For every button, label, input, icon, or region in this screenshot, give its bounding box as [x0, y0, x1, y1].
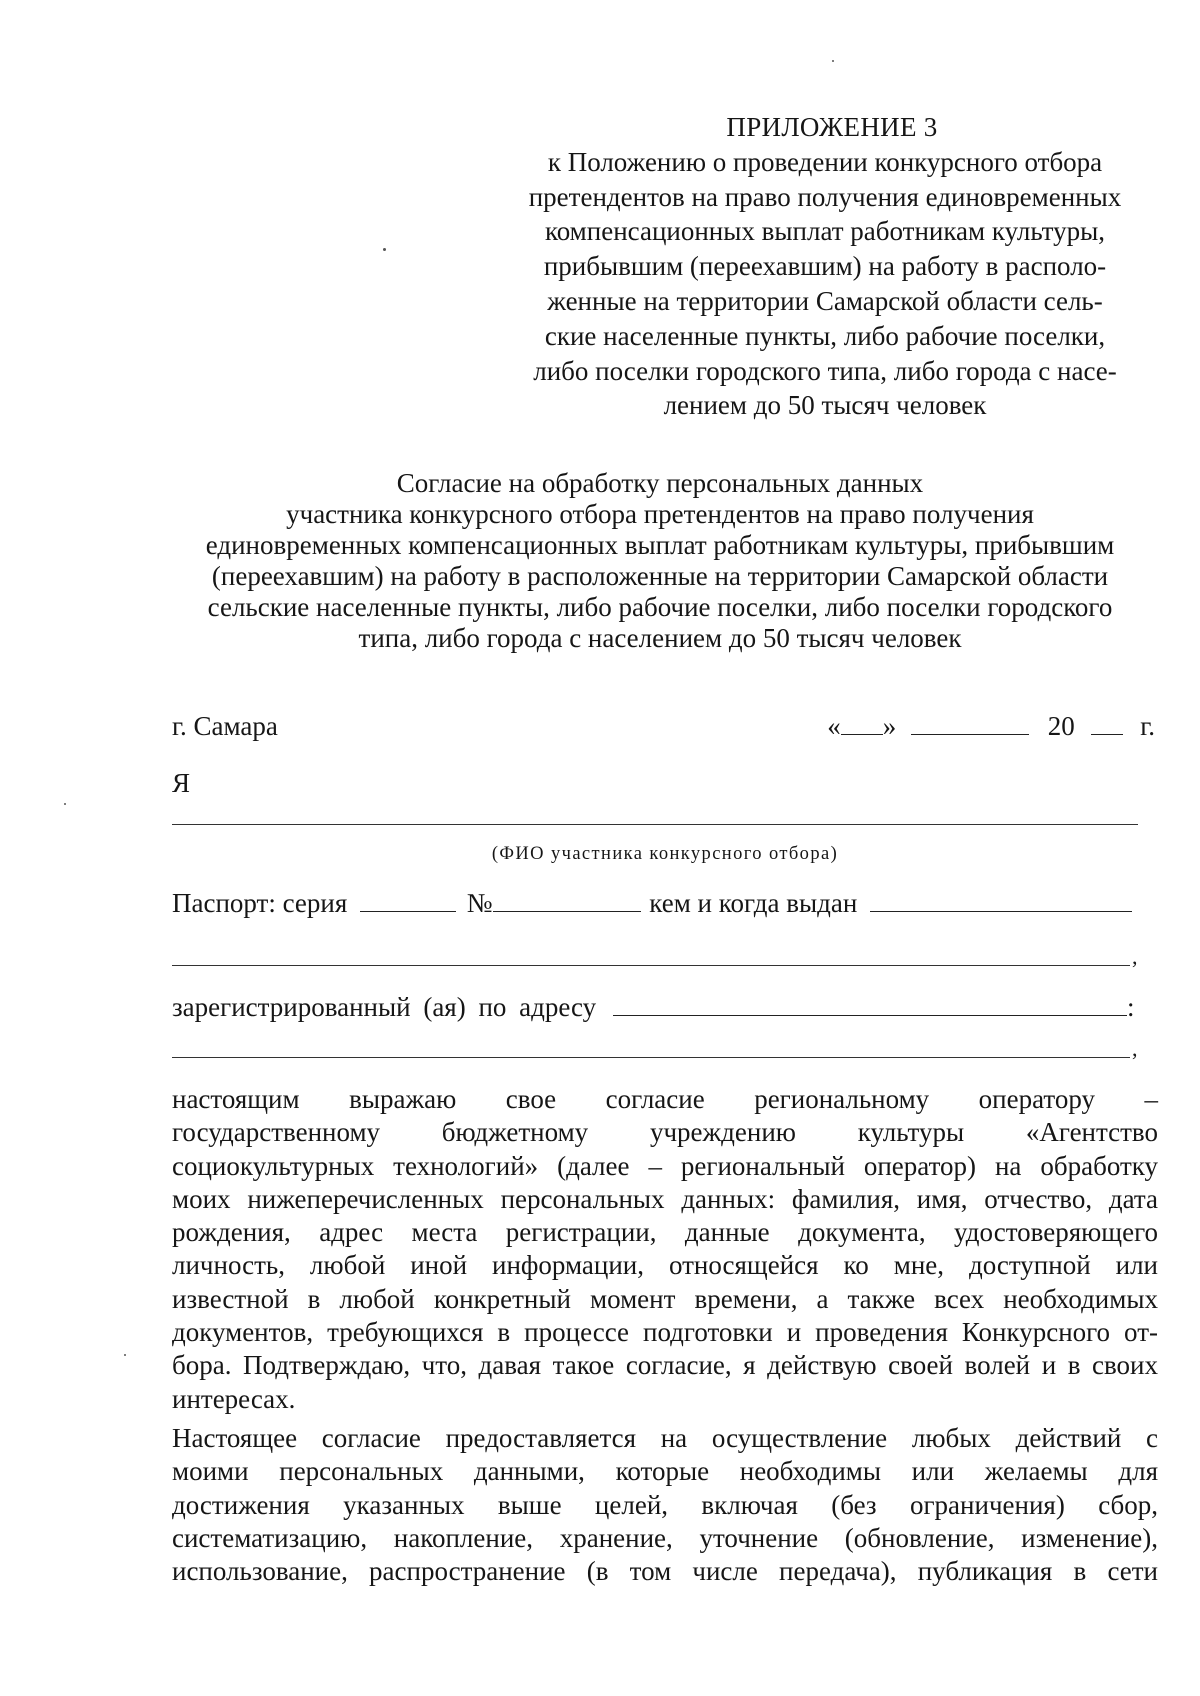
- passport-series-label: Паспорт: серия: [172, 888, 348, 918]
- registration-address-blank[interactable]: [613, 993, 1127, 1016]
- passport-line-comma: ,: [1132, 944, 1138, 969]
- actions-paragraph-lines-line: использование, распространение (в том числе передача), публикация в сети: [172, 1556, 1158, 1587]
- appendix-lines-line: к Положению о проведении конкурсного отбора: [547, 146, 1103, 177]
- month-blank[interactable]: [911, 712, 1029, 735]
- actions-paragraph: [172, 1422, 1158, 1588]
- appendix-text: [500, 145, 1150, 423]
- appendix-lines-line: ские населенные пункты, либо рабочие поселки,: [544, 320, 1106, 351]
- passport-series-blank[interactable]: [360, 889, 456, 912]
- appendix-lines-line: компенсационных выплат работникам культуры,: [544, 216, 1106, 247]
- consent-paragraph-lines-line: известной в любой конкретный момент времени, а также всех необходимых: [172, 1283, 1158, 1314]
- appendix-lines-line: женные на территории Самарской области сель-: [547, 285, 1103, 316]
- actions-paragraph-lines-line: Настоящее согласие предоставляется на осуществление любых действий с: [172, 1423, 1158, 1453]
- scan-speck: [832, 60, 834, 62]
- appendix-lines-line: претендентов на право получения единовременных: [528, 181, 1122, 212]
- passport-line: [172, 888, 1132, 919]
- document-title-lines-line: единовременных компенсационных выплат работникам культуры, прибывшим: [205, 530, 1115, 560]
- passport-number-blank[interactable]: [493, 889, 641, 912]
- consent-paragraph-lines-line: настоящим выражаю свое согласие региональному оператору –: [172, 1084, 1158, 1114]
- document-title: [160, 468, 1160, 654]
- day-blank[interactable]: [841, 712, 883, 735]
- actions-paragraph-lines-line: систематизацию, накопление, хранение, уточнение (обновление, изменение),: [172, 1522, 1158, 1553]
- date-close-quote: »: [882, 711, 897, 741]
- consent-paragraph-lines-line: социокультурных технологий» (далее – региональный оператор) на обработку: [172, 1150, 1158, 1181]
- year-prefix: 20: [1047, 711, 1075, 741]
- address-continuation-line[interactable]: [172, 1057, 1130, 1058]
- consent-paragraph-lines-line: моих нижеперечисленных персональных данных: фамилия, имя, отчество, дата: [172, 1183, 1158, 1214]
- year-suffix: г.: [1140, 711, 1155, 741]
- document-title-lines-line: участника конкурсного отбора претендентов на право получения: [286, 499, 1034, 529]
- consent-paragraph-lines-line: государственному бюджетному учреждению культуры «Агентство: [172, 1117, 1158, 1148]
- scan-speck: [64, 803, 66, 805]
- actions-paragraph-lines-line: моими персональных данными, которые необходимы или желаемы для: [172, 1456, 1158, 1487]
- appendix-lines-line: прибывшим (переехавшим) на работу в располо-: [543, 251, 1107, 282]
- actions-paragraph-lines-line: достижения указанных выше целей, включая (без ограничения) сбор,: [172, 1489, 1158, 1520]
- fio-blank-line[interactable]: [172, 824, 1138, 825]
- consent-paragraph-lines-line: личность, любой иной информации, относящейся ко мне, доступной или: [172, 1250, 1158, 1281]
- appendix-title: ПРИЛОЖЕНИЕ 3: [726, 112, 938, 142]
- year-blank[interactable]: [1091, 712, 1123, 735]
- appendix-lines-line: лением до 50 тысяч человек: [663, 390, 987, 421]
- appendix-block: [500, 110, 1150, 423]
- consent-paragraph: [172, 1083, 1158, 1416]
- city-label: г. Самара: [172, 711, 278, 741]
- scan-speck: [124, 1354, 126, 1356]
- document-title-lines-line: (переехавшим) на работу в расположенные на территории Самарской области: [211, 561, 1109, 591]
- consent-paragraph-lines-line: рождения, адрес места регистрации, данные документа, удостоверяющего: [172, 1217, 1158, 1248]
- registration-label: зарегистрированный (ая) по адресу: [172, 992, 597, 1022]
- passport-continuation-line[interactable]: [172, 965, 1130, 966]
- appendix-lines-line: либо поселки городского типа, либо города с насе-: [533, 355, 1117, 386]
- registration-colon: :: [1126, 992, 1135, 1022]
- scan-speck: [383, 248, 386, 251]
- passport-number-label: №: [466, 888, 493, 918]
- passport-issued-blank[interactable]: [870, 889, 1132, 912]
- document-title-lines-line: типа, либо города с населением до 50 тысяч человек: [358, 623, 962, 653]
- document-title-lines-line: сельские населенные пункты, либо рабочие поселки, либо поселки городского: [207, 592, 1113, 622]
- consent-paragraph-lines-line: документов, требующихся в процессе подготовки и проведения Конкурсного от-: [172, 1317, 1158, 1348]
- passport-issued-label: кем и когда выдан: [649, 888, 858, 918]
- date-open-quote: «: [827, 711, 841, 741]
- consent-paragraph-lines-line: бора. Подтверждаю, что, давая такое согласие, я действую своей волей и в своих: [172, 1350, 1158, 1381]
- date-field: [827, 711, 1155, 742]
- consent-paragraph-lines-line: интересах.: [172, 1383, 296, 1414]
- fio-caption: (ФИО участника конкурсного отбора): [491, 844, 839, 864]
- registration-line: [172, 992, 1134, 1023]
- pronoun-label: Я: [172, 768, 191, 798]
- address-line-comma: ,: [1132, 1036, 1138, 1061]
- document-title-lines-line: Согласие на обработку персональных данных: [396, 468, 924, 498]
